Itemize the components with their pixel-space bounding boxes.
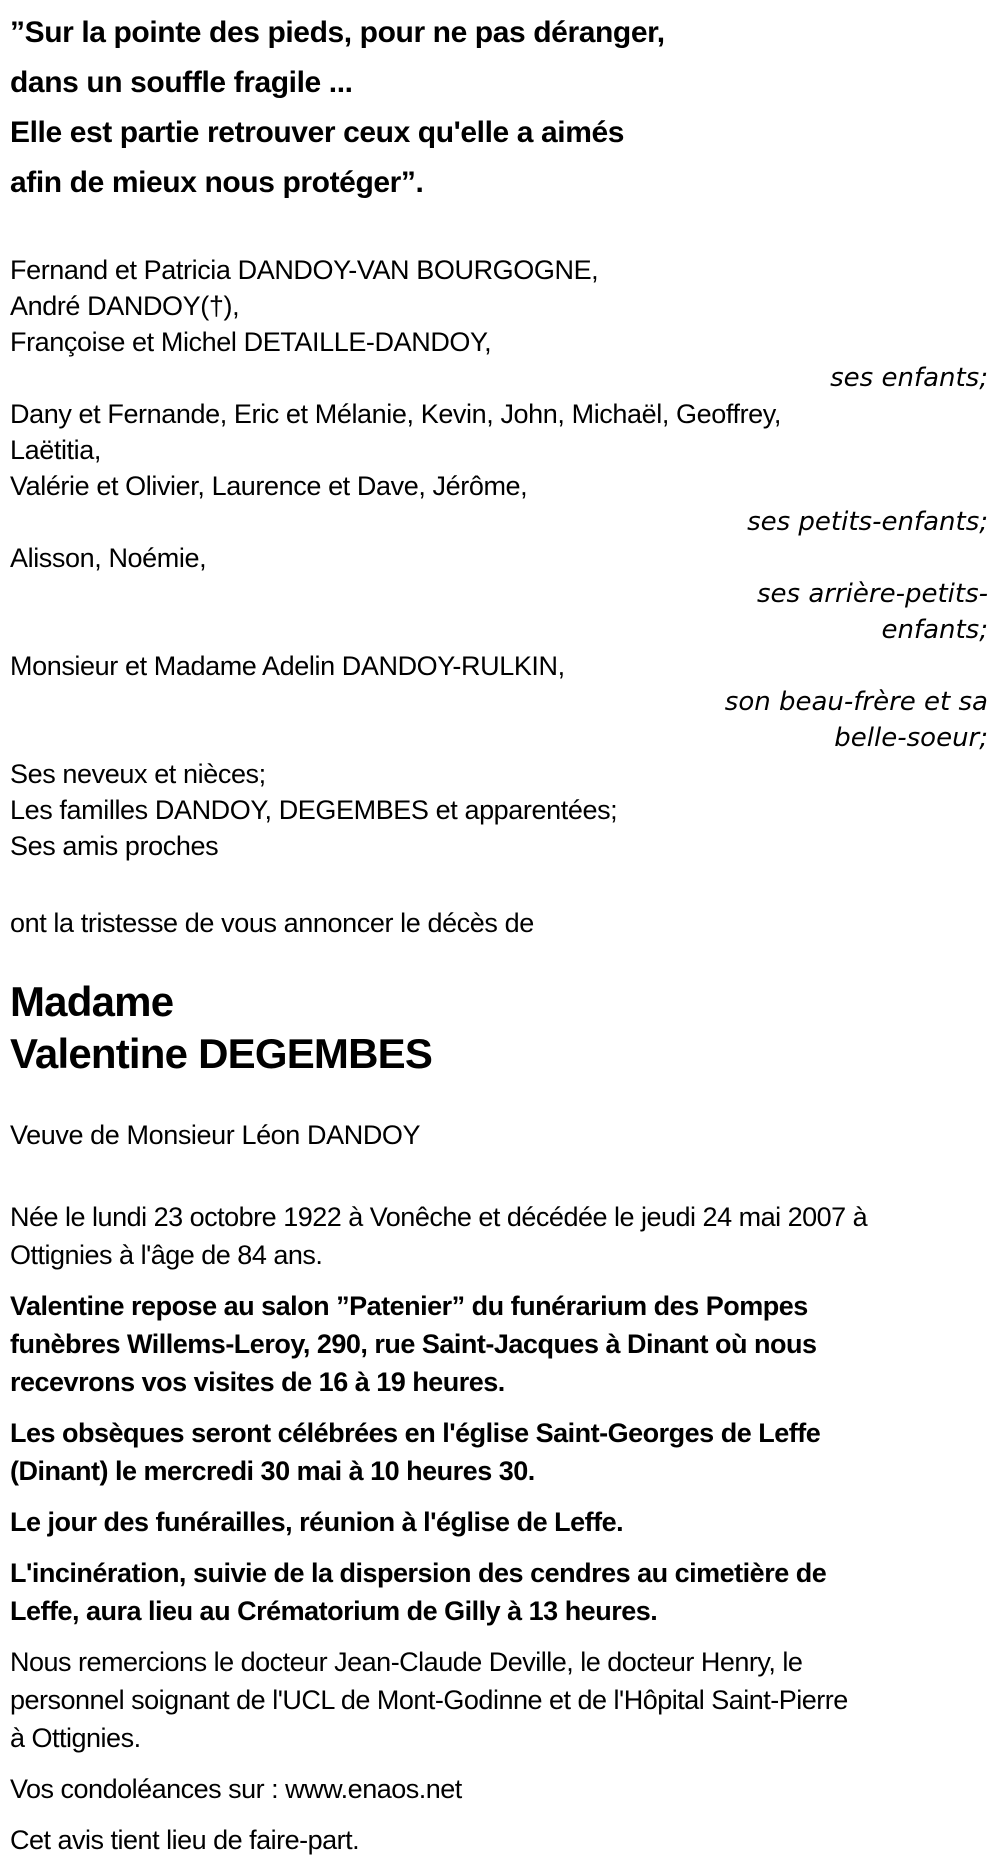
family-name-line: Alisson, Noémie, — [10, 543, 207, 573]
family-group — [10, 540, 988, 648]
family-name-line: Françoise et Michel DETAILLE-DANDOY, — [10, 327, 492, 357]
family-name-line: Monsieur et Madame Adelin DANDOY-RULKIN, — [10, 651, 565, 681]
relation-line: belle-soeur; — [834, 723, 988, 753]
ceremony-paragraph — [10, 1287, 988, 1401]
paragraph-line: Leffe, aura lieu au Crématorium de Gilly à 13 heures. — [10, 1596, 658, 1626]
notice-paragraph — [10, 1198, 988, 1274]
paragraph-line: à Ottignies. — [10, 1723, 141, 1753]
family-name-line: André DANDOY(†), — [10, 291, 240, 321]
notice-paragraph — [10, 1821, 988, 1859]
relation-label — [10, 360, 988, 396]
family-name-line: Les familles DANDOY, DEGEMBES et apparentées; — [10, 795, 618, 825]
widow-line: Veuve de Monsieur Léon DANDOY — [10, 1120, 421, 1150]
relation-line: ses petits-enfants; — [747, 507, 988, 537]
paragraph-line: L'incinération, suivie de la dispersion des cendres au cimetière de — [10, 1558, 827, 1588]
quote-line: ”Sur la pointe des pieds, pour ne pas déranger, — [10, 16, 665, 49]
family-name-line: Ses neveux et nièces; — [10, 759, 266, 789]
family-name-line: Laëtitia, — [10, 435, 101, 465]
family-group — [10, 648, 988, 756]
deceased-heading — [10, 976, 988, 1080]
paragraph-line: Le jour des funérailles, réunion à l'église de Leffe. — [10, 1507, 624, 1537]
family-list — [10, 252, 988, 864]
family-name-line: Dany et Fernande, Eric et Mélanie, Kevin, John, Michaël, Geoffrey, — [10, 399, 781, 429]
paragraph-line: Les obsèques seront célébrées en l'église Saint-Georges de Leffe — [10, 1418, 821, 1448]
paragraph-line: personnel soignant de l'UCL de Mont-Godinne et de l'Hôpital Saint-Pierre — [10, 1685, 848, 1715]
paragraph-line: recevrons vos visites de 16 à 19 heures. — [10, 1367, 505, 1397]
deceased-name: Valentine DEGEMBES — [10, 1030, 433, 1077]
family-group — [10, 252, 988, 396]
notice-paragraph — [10, 1643, 988, 1757]
deceased-title: Madame — [10, 978, 174, 1025]
announcement-line: ont la tristesse de vous annoncer le décès de — [10, 908, 534, 938]
family-name-line: Fernand et Patricia DANDOY-VAN BOURGOGNE, — [10, 255, 599, 285]
relation-line: ses enfants; — [830, 363, 988, 393]
paragraph-line: Née le lundi 23 octobre 1922 à Vonêche et décédée le jeudi 24 mai 2007 à — [10, 1202, 868, 1232]
relation-line: ses arrière-petits- — [757, 579, 988, 609]
ceremony-paragraph — [10, 1503, 988, 1541]
memorial-quote — [10, 8, 988, 208]
relation-label — [10, 684, 988, 756]
family-group — [10, 396, 988, 540]
paragraph-line: Valentine repose au salon ”Patenier” du funérarium des Pompes — [10, 1291, 808, 1321]
relation-line: son beau-frère et sa — [724, 687, 988, 717]
family-group — [10, 756, 988, 864]
quote-line: dans un souffle fragile ... — [10, 66, 353, 99]
paragraph-line: Cet avis tient lieu de faire-part. — [10, 1825, 360, 1855]
ceremony-paragraph — [10, 1414, 988, 1490]
paragraph-line: Vos condoléances sur : www.enaos.net — [10, 1774, 462, 1804]
quote-line: afin de mieux nous protéger”. — [10, 166, 424, 199]
paragraph-line: Nous remercions le docteur Jean-Claude Deville, le docteur Henry, le — [10, 1647, 803, 1677]
family-name-line: Valérie et Olivier, Laurence et Dave, Jérôme, — [10, 471, 528, 501]
notice-paragraph — [10, 1770, 988, 1808]
relation-line: enfants; — [881, 615, 988, 645]
ceremony-paragraph — [10, 1554, 988, 1630]
relation-label — [10, 504, 988, 540]
family-name-line: Ses amis proches — [10, 831, 219, 861]
paragraph-line: Ottignies à l'âge de 84 ans. — [10, 1240, 323, 1270]
paragraph-line: (Dinant) le mercredi 30 mai à 10 heures 30. — [10, 1456, 535, 1486]
quote-line: Elle est partie retrouver ceux qu'elle a aimés — [10, 116, 625, 149]
paragraph-line: funèbres Willems-Leroy, 290, rue Saint-Jacques à Dinant où nous — [10, 1329, 817, 1359]
relation-label — [10, 576, 988, 648]
notice-paragraphs — [10, 1198, 988, 1859]
